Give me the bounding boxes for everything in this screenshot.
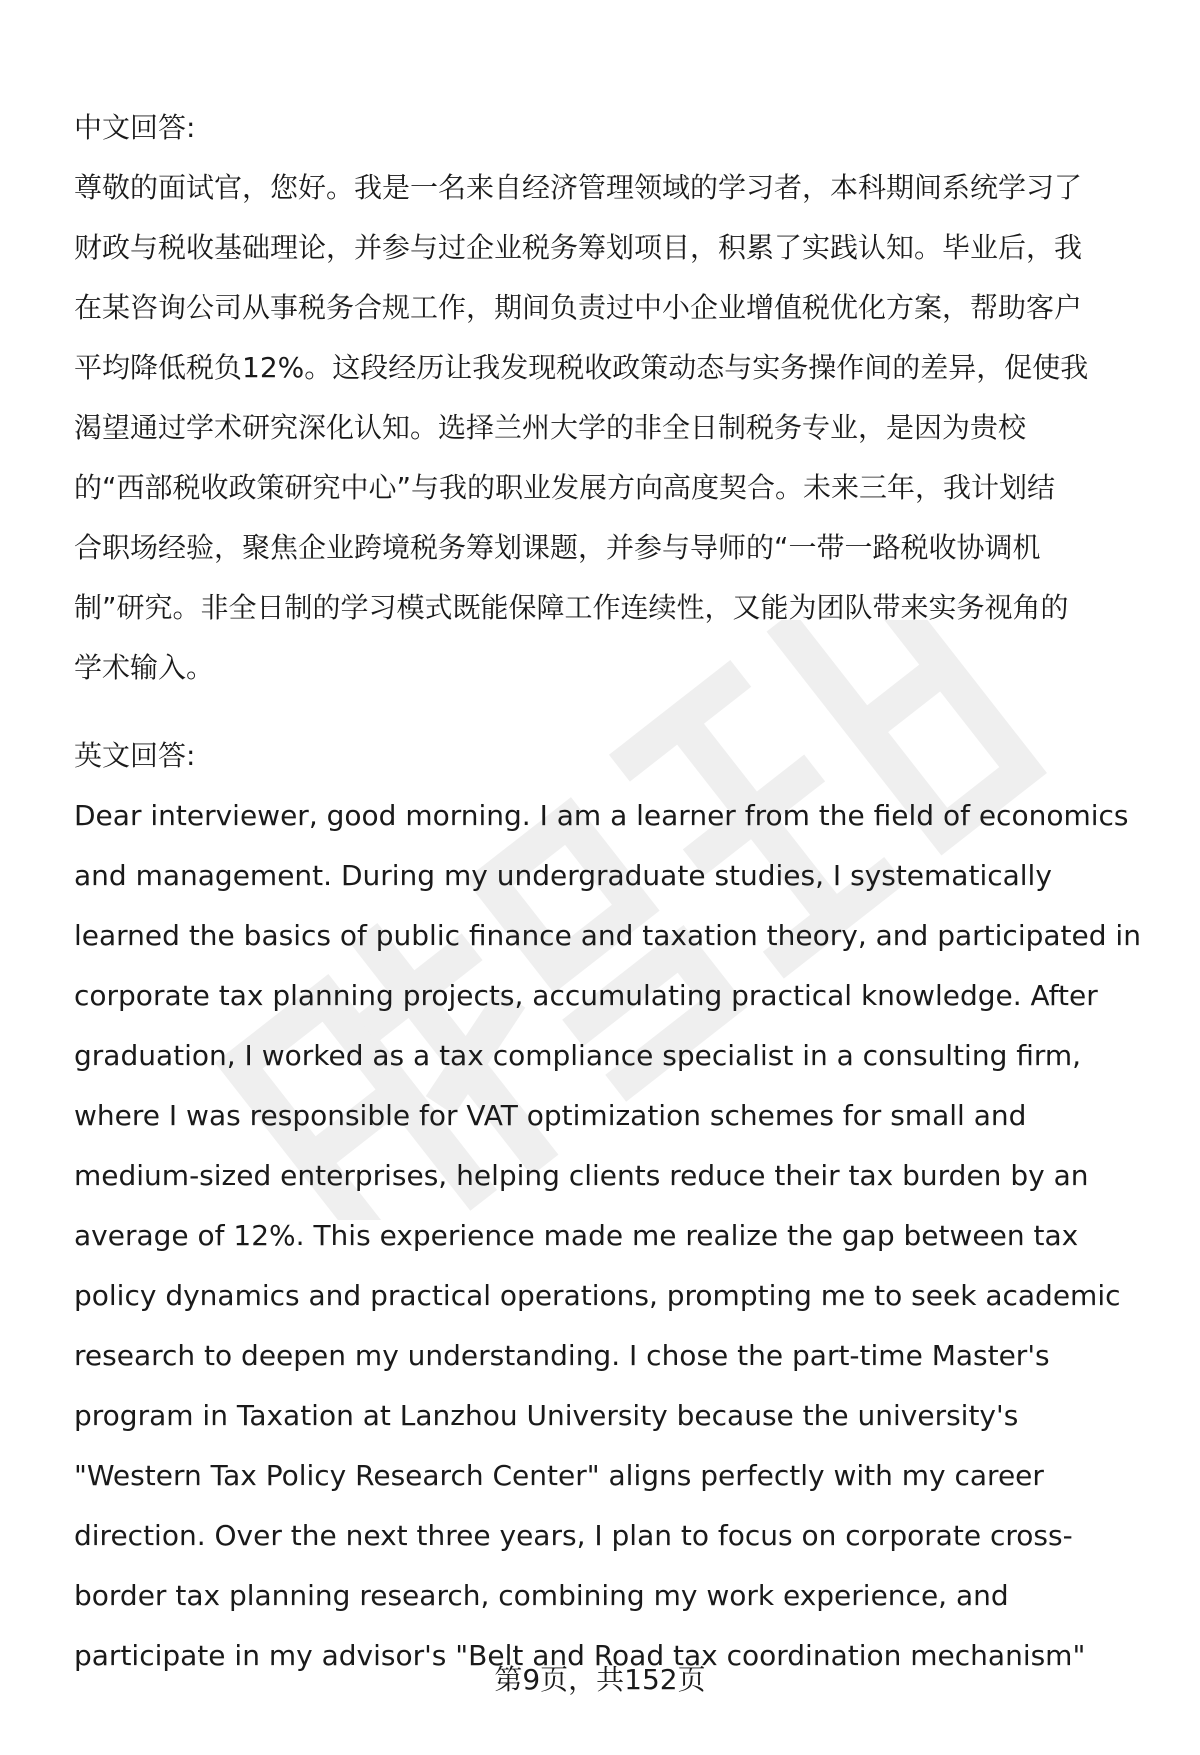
english-answer-line: direction. Over the next three years, I plan to focus on corporate cross- (74, 1519, 1073, 1552)
chinese-answer-line: 渴望通过学术研究深化认知。选择兰州大学的非全日制税务专业，是因为贵校 (74, 411, 1027, 444)
english-answer-line: where I was responsible for VAT optimization schemes for small and (74, 1099, 1027, 1132)
english-answer-line: program in Taxation at Lanzhou University because the university's (74, 1399, 1019, 1432)
chinese-answer-section (74, 98, 1154, 698)
english-answer-line: learned the basics of public finance and taxation theory, and participated in (74, 919, 1141, 952)
english-answer-line: corporate tax planning projects, accumulating practical knowledge. After (74, 979, 1098, 1012)
page-number-footer: 第9页，共152页 (494, 1663, 706, 1696)
english-answer-line: border tax planning research, combining my work experience, and (74, 1579, 1009, 1612)
chinese-answer-line: 的“西部税收政策研究中心”与我的职业发展方向高度契合。未来三年，我计划结 (74, 471, 1056, 504)
english-answer-line: research to deepen my understanding. I chose the part-time Master's (74, 1339, 1050, 1372)
english-answer-section (74, 726, 1154, 1686)
english-answer-line: medium-sized enterprises, helping clients reduce their tax burden by an (74, 1159, 1089, 1192)
english-answer-line: "Western Tax Policy Research Center" aligns perfectly with my career (74, 1459, 1044, 1492)
chinese-answer-line: 财政与税收基础理论，并参与过企业税务筹划项目，积累了实践认知。毕业后，我 (74, 231, 1083, 264)
english-answer-line: participate in my advisor's "Belt and Road tax coordination mechanism" (74, 1639, 1086, 1672)
chinese-answer-line: 尊敬的面试官，您好。我是一名来自经济管理领域的学习者，本科期间系统学习了 (74, 171, 1083, 204)
chinese-answer-line: 在某咨询公司从事税务合规工作，期间负责过中小企业增值税优化方案，帮助客户 (74, 291, 1083, 324)
chinese-answer-heading: 中文回答: (74, 111, 196, 144)
english-answer-line: policy dynamics and practical operations, prompting me to seek academic (74, 1279, 1121, 1312)
english-answer-line: average of 12%. This experience made me realize the gap between tax (74, 1219, 1079, 1252)
english-answer-heading: 英文回答: (74, 739, 196, 772)
chinese-answer-line: 合职场经验，聚焦企业跨境税务筹划课题，并参与导师的“一带一路税收协调机 (74, 531, 1041, 564)
english-answer-line: and management. During my undergraduate studies, I systematically (74, 859, 1052, 892)
document-body (74, 98, 1154, 1714)
chinese-answer-line: 学术输入。 (74, 651, 215, 684)
english-answer-line: graduation, I worked as a tax compliance specialist in a consulting firm, (74, 1039, 1082, 1072)
english-answer-line: Dear interviewer, good morning. I am a learner from the field of economics (74, 799, 1129, 832)
chinese-answer-line: 制”研究。非全日制的学习模式既能保障工作连续性，又能为团队带来实务视角的 (74, 591, 1069, 624)
chinese-answer-line: 平均降低税负12%。这段经历让我发现税收政策动态与实务操作间的差异，促使我 (74, 351, 1089, 384)
